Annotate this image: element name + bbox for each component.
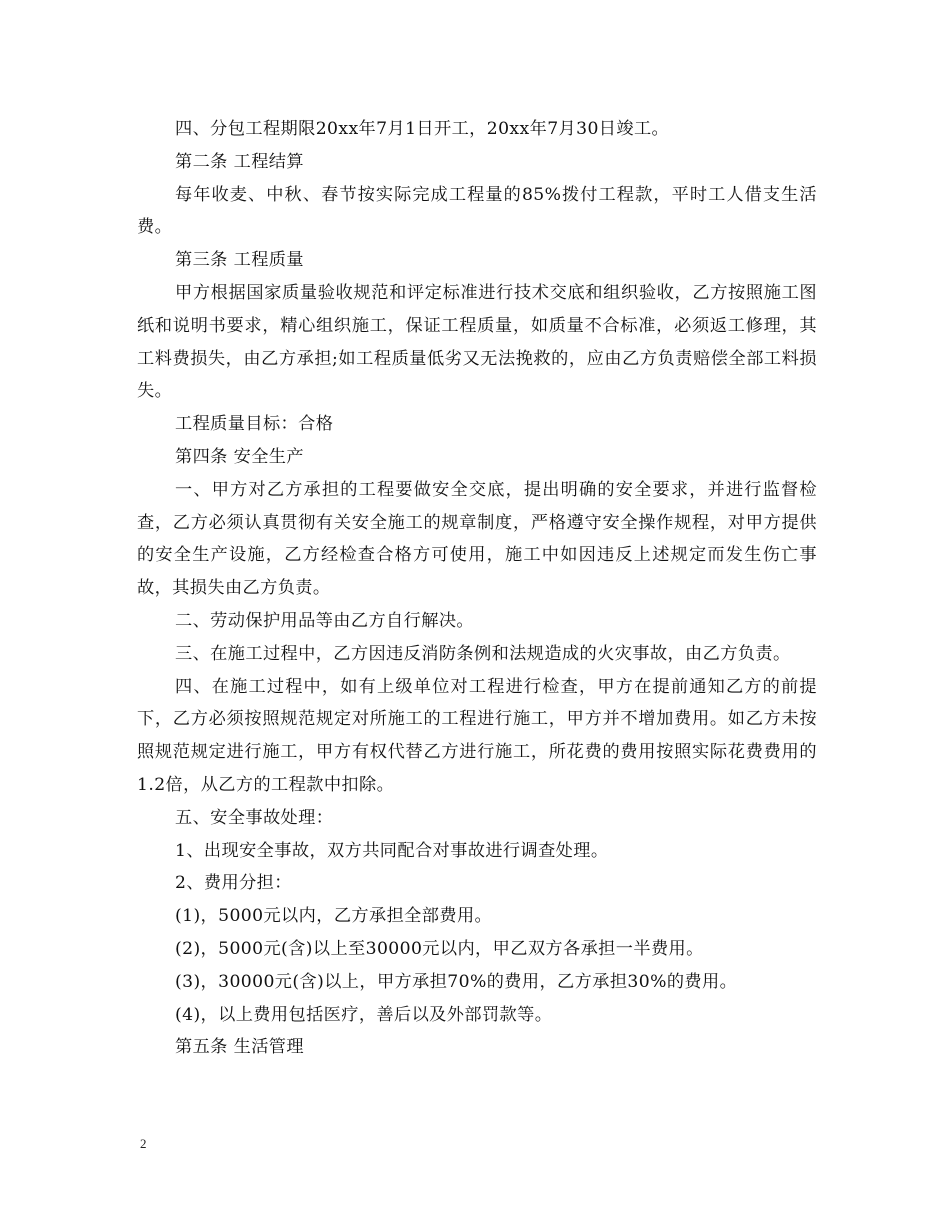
paragraph: 四、分包工程期限20xx年7月1日开工，20xx年7月30日竣工。 xyxy=(175,119,670,139)
paragraph: 四、在施工过程中，如有上级单位对工程进行检查，甲方在提前通知乙方的前提下，乙方必须按照规范规定对所施工的工程进行施工，甲方并不增加费用。如乙方未按照规范规定进行施工，甲方有权代替乙方进行施工，所花费的费用按照实际花费费用的1.2倍，从乙方的工程款中扣除。 xyxy=(137,676,817,795)
paragraph: 一、甲方对乙方承担的工程要做安全交底，提出明确的安全要求，并进行监督检查，乙方必须认真贯彻有关安全施工的规章制度，严格遵守安全操作规程，对甲方提供的安全生产设施，乙方经检查合格方可使用，施工中如因违反上述规定而发生伤亡事故，其损失由乙方负责。 xyxy=(137,479,817,599)
paragraph: 甲方根据国家质量验收规范和评定标准进行技术交底和组织验收，乙方按照施工图纸和说明书要求，精心组织施工，保证工程质量，如质量不合标准，必须返工修理，其工料费损失，由乙方承担;如工程质量低劣又无法挽救的，应由乙方负责赔偿全部工料损失。 xyxy=(137,282,817,402)
list-item: (4)，以上费用包括医疗，善后以及外部罚款等。 xyxy=(175,1004,553,1025)
section-heading: 第五条 生活管理 xyxy=(175,1037,304,1058)
paragraph: 三、在施工过程中，乙方因违反消防条例和法规造成的火灾事故，由乙方负责。 xyxy=(175,643,791,664)
section-heading: 第二条 工程结算 xyxy=(175,151,304,172)
list-item: (1)，5000元以内，乙方承担全部费用。 xyxy=(175,906,493,927)
paragraph: 二、劳动保护用品等由乙方自行解决。 xyxy=(175,610,474,631)
paragraph: 五、安全事故处理： xyxy=(175,807,334,828)
list-item: (3)，30000元(含)以上，甲方承担70%的费用，乙方承担30%的费用。 xyxy=(175,971,738,992)
document-body xyxy=(137,113,817,1064)
paragraph: 每年收麦、中秋、春节按实际完成工程量的85%拨付工程款，平时工人借支生活费。 xyxy=(137,184,817,238)
section-heading: 第三条 工程质量 xyxy=(175,250,304,271)
page-number: 2 xyxy=(140,1136,147,1151)
list-item: (2)，5000元(含)以上至30000元以内，甲乙双方各承担一半费用。 xyxy=(175,938,704,959)
paragraph: 工程质量目标：合格 xyxy=(175,414,334,435)
section-heading: 第四条 安全生产 xyxy=(175,446,304,467)
paragraph: 1、出现安全事故，双方共同配合对事故进行调查处理。 xyxy=(175,840,609,861)
paragraph: 2、费用分担： xyxy=(175,873,292,894)
